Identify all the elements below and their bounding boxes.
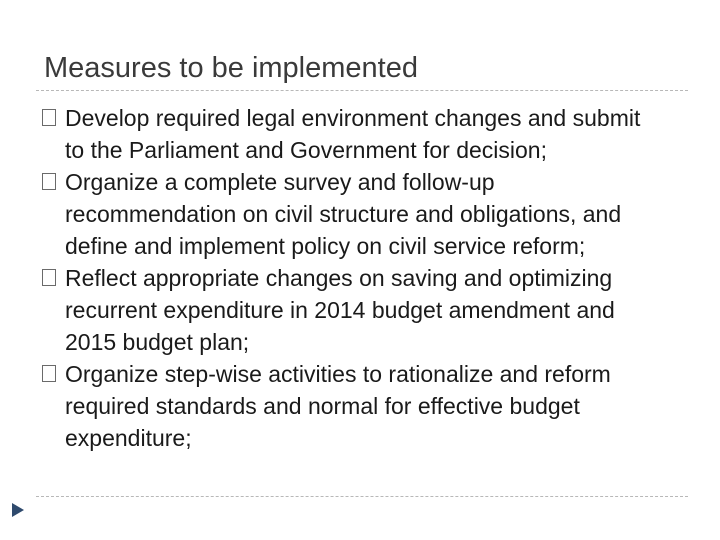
bullet-item xyxy=(40,358,660,454)
box-bullet-icon xyxy=(42,109,56,126)
slide-title: Measures to be implemented xyxy=(44,52,418,84)
bullet-text: Organize a complete survey and follow-up recommendation on civil structure and obligations, and define and implement policy on civil service reform; xyxy=(65,169,622,259)
bullet-item xyxy=(40,262,660,358)
bullet-list xyxy=(40,102,660,454)
title-divider xyxy=(36,90,688,91)
bullet-item xyxy=(40,166,660,262)
bullet-text: Develop required legal environment changes and submit to the Parliament and Government for decision; xyxy=(65,105,641,163)
box-bullet-icon xyxy=(42,365,56,382)
bullet-item xyxy=(40,102,660,166)
footer-divider xyxy=(36,496,688,497)
triangle-arrow-icon[interactable] xyxy=(12,503,24,517)
box-bullet-icon xyxy=(42,173,56,190)
box-bullet-icon xyxy=(42,269,56,286)
bullet-text: Reflect appropriate changes on saving and optimizing recurrent expenditure in 2014 budget amendment and 2015 budget plan; xyxy=(65,265,615,355)
bullet-text: Organize step-wise activities to rationalize and reform required standards and normal for effective budget expenditure; xyxy=(65,361,611,451)
